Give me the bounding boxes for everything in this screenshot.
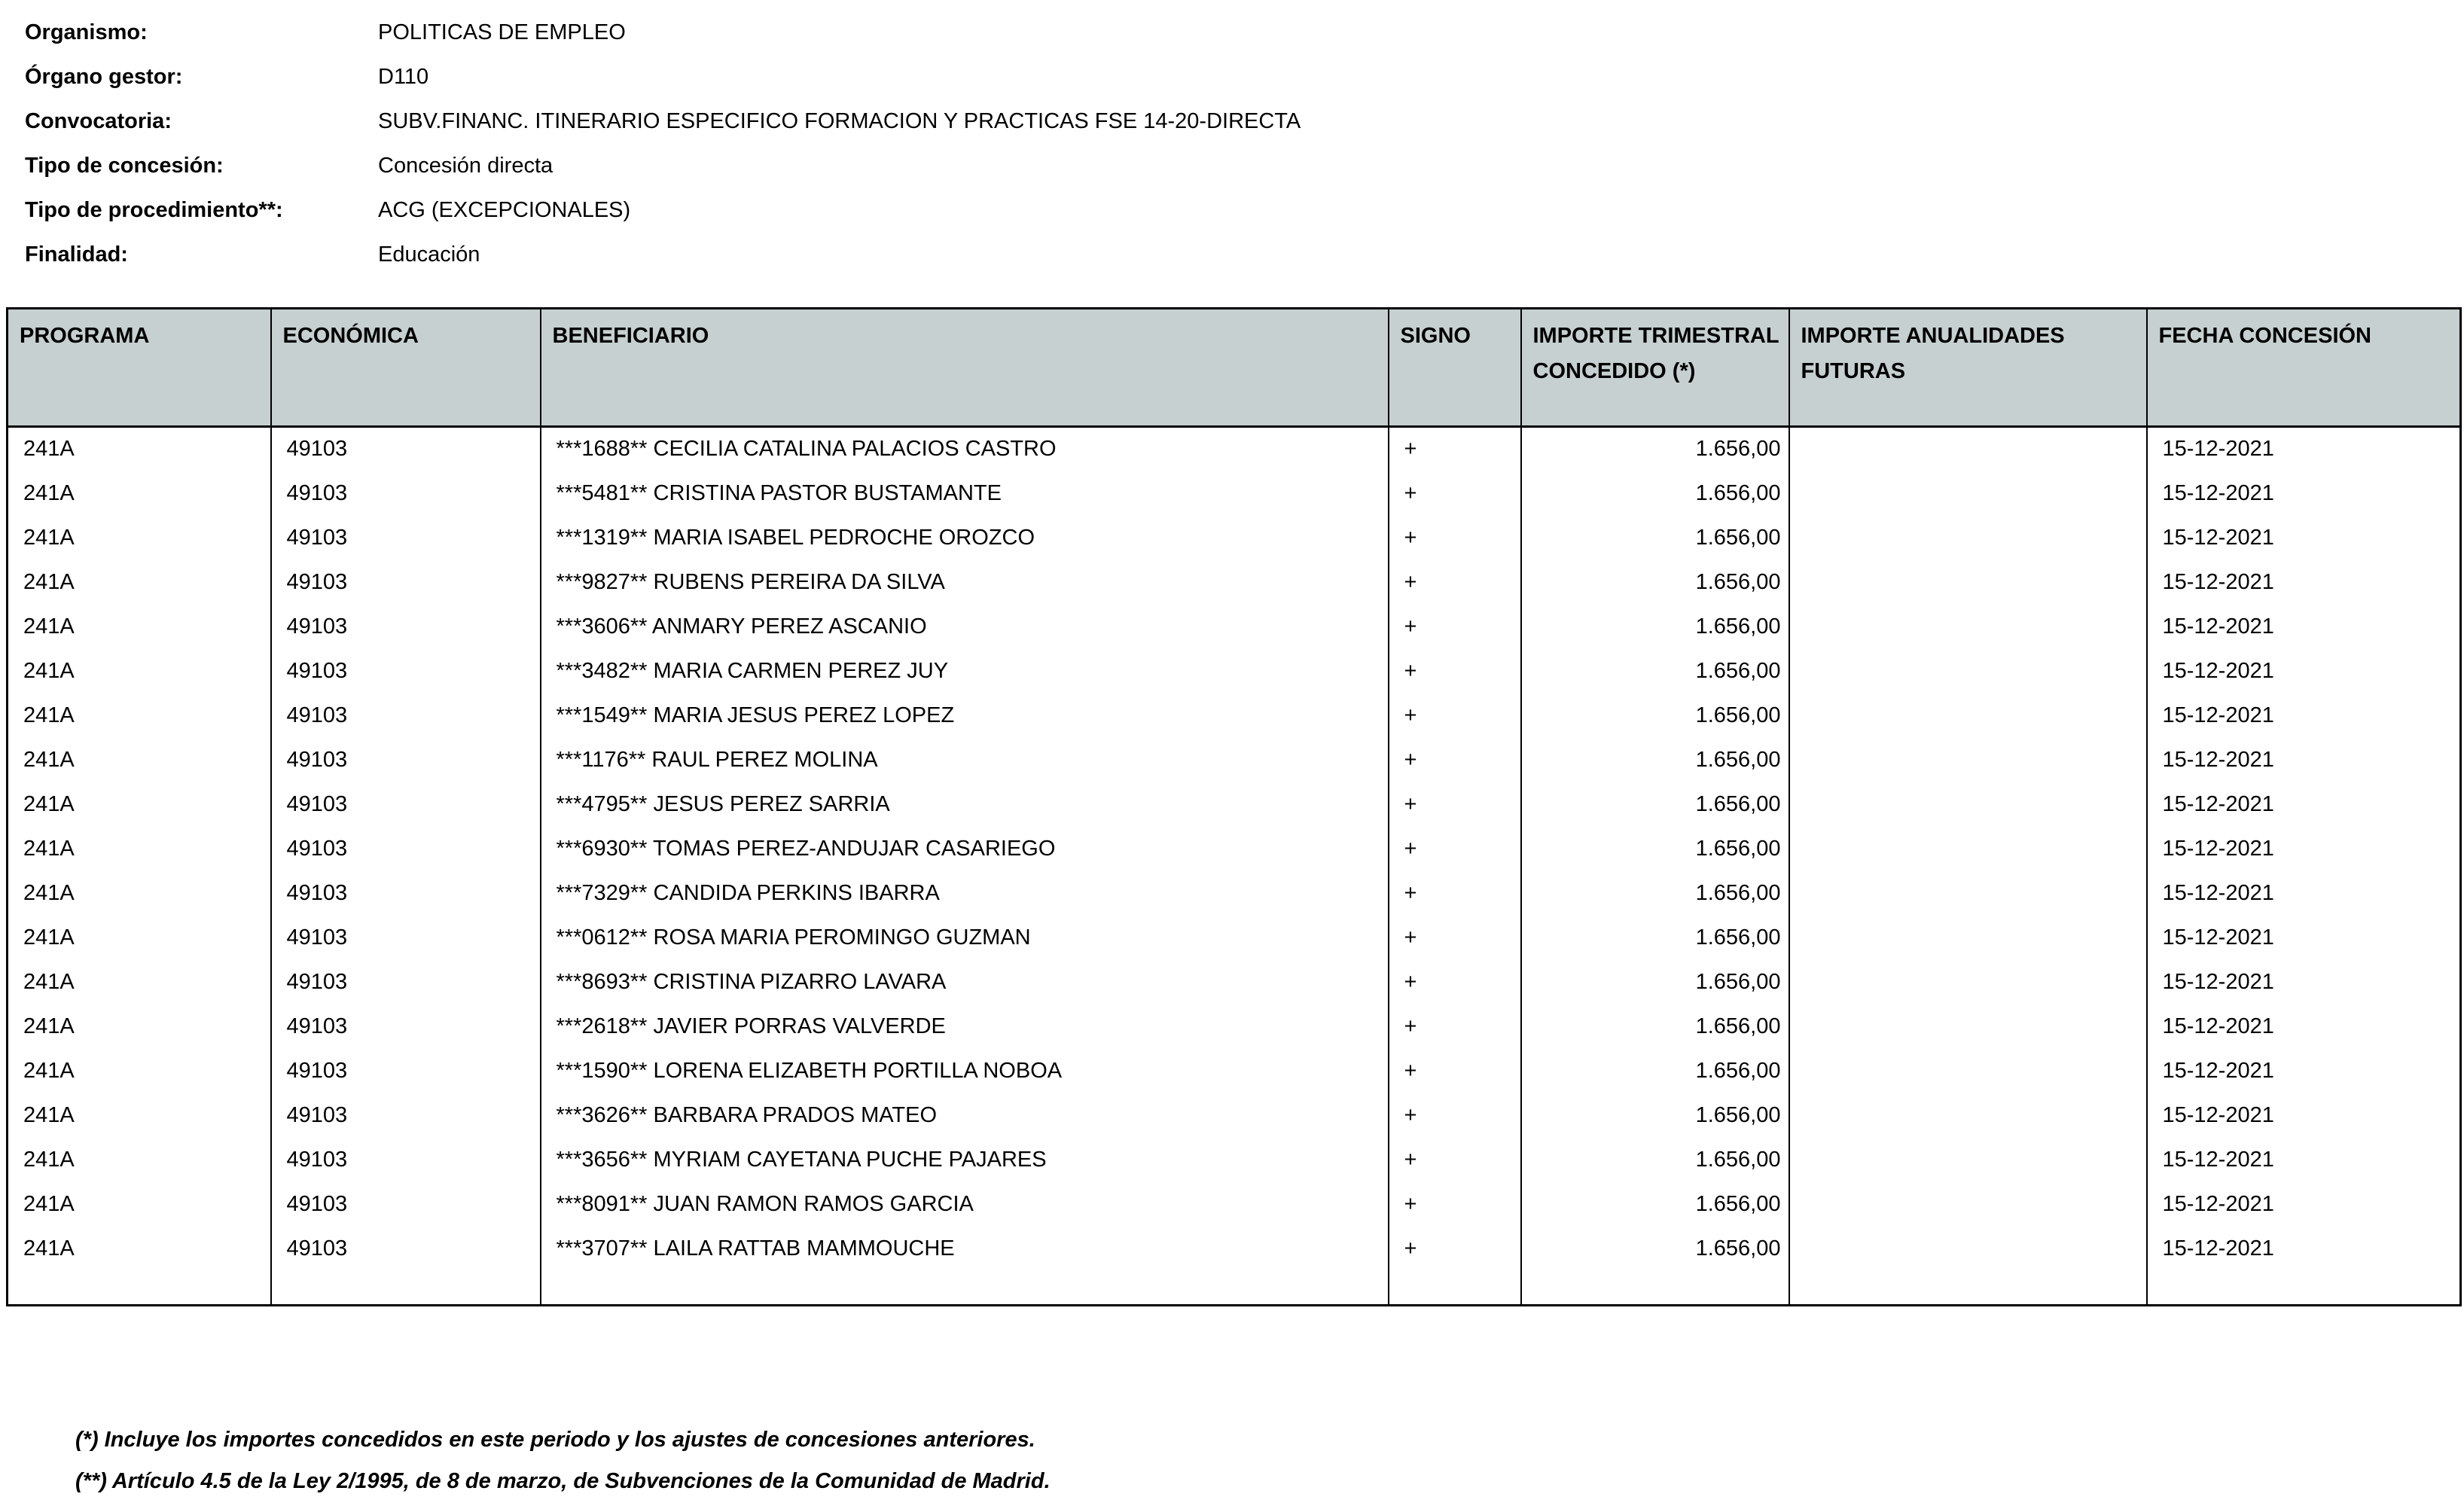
col-header-signo: SIGNO <box>1389 309 1521 427</box>
table-row <box>8 605 2461 649</box>
cell-programa: 241A <box>8 871 271 916</box>
cell-signo: + <box>1389 694 1521 738</box>
cell-programa: 241A <box>8 738 271 782</box>
cell-signo: + <box>1389 1182 1521 1227</box>
cell-programa: 241A <box>8 1227 271 1271</box>
meta-row-organismo <box>25 11 2464 55</box>
cell-signo: + <box>1389 827 1521 871</box>
cell-programa: 241A <box>8 1049 271 1093</box>
cell-fecha-concesion: 15-12-2021 <box>2147 1049 2461 1093</box>
cell-economica: 49103 <box>271 1182 541 1227</box>
cell-fecha-concesion: 15-12-2021 <box>2147 1004 2461 1049</box>
cell-signo: + <box>1389 1004 1521 1049</box>
cell-importe-trimestral: 1.656,00 <box>1521 1227 1789 1271</box>
cell-fecha-concesion: 15-12-2021 <box>2147 782 2461 827</box>
cell-importe-anualidades <box>1789 471 2147 516</box>
cell-signo: + <box>1389 516 1521 560</box>
organismo-value: POLITICAS DE EMPLEO <box>378 20 626 44</box>
table-row <box>8 1227 2461 1271</box>
cell-importe-anualidades <box>1789 694 2147 738</box>
cell-importe-trimestral: 1.656,00 <box>1521 605 1789 649</box>
table-row <box>8 560 2461 605</box>
meta-row-organo-gestor <box>25 55 2464 99</box>
grants-table <box>6 307 2462 1306</box>
cell-programa: 241A <box>8 605 271 649</box>
organo-gestor-value: D110 <box>378 65 429 89</box>
col-header-fecha-concesion: FECHA CONCESIÓN <box>2147 309 2461 427</box>
table-row <box>8 738 2461 782</box>
cell-signo: + <box>1389 1227 1521 1271</box>
cell-fecha-concesion: 15-12-2021 <box>2147 1227 2461 1271</box>
cell-programa: 241A <box>8 471 271 516</box>
cell-beneficiario: ***2618** JAVIER PORRAS VALVERDE <box>541 1004 1389 1049</box>
cell-importe-trimestral: 1.656,00 <box>1521 1049 1789 1093</box>
cell-economica: 49103 <box>271 427 541 471</box>
table-row <box>8 827 2461 871</box>
cell-importe-trimestral: 1.656,00 <box>1521 960 1789 1004</box>
table-row <box>8 916 2461 960</box>
cell-programa: 241A <box>8 916 271 960</box>
cell-beneficiario: ***3606** ANMARY PEREZ ASCANIO <box>541 605 1389 649</box>
table-row <box>8 1093 2461 1138</box>
col-header-importe-anualidades: IMPORTE ANUALIDADES FUTURAS <box>1789 309 2147 427</box>
cell-programa: 241A <box>8 1182 271 1227</box>
cell-beneficiario: ***9827** RUBENS PEREIRA DA SILVA <box>541 560 1389 605</box>
cell-importe-anualidades <box>1789 1093 2147 1138</box>
table-spacer-row <box>8 1271 2461 1306</box>
table-row <box>8 649 2461 694</box>
cell-beneficiario: ***1176** RAUL PEREZ MOLINA <box>541 738 1389 782</box>
cell-importe-trimestral: 1.656,00 <box>1521 1182 1789 1227</box>
cell-beneficiario: ***3707** LAILA RATTAB MAMMOUCHE <box>541 1227 1389 1271</box>
cell-importe-anualidades <box>1789 516 2147 560</box>
cell-importe-anualidades <box>1789 1138 2147 1182</box>
cell-economica: 49103 <box>271 871 541 916</box>
footnote-double-asterisk: (**) Artículo 4.5 de la Ley 2/1995, de 8 de marzo, de Subvenciones de la Comunidad de Madrid. <box>75 1469 1051 1493</box>
convocatoria-value: SUBV.FINANC. ITINERARIO ESPECIFICO FORMACION Y PRACTICAS FSE 14-20-DIRECTA <box>378 109 1301 133</box>
cell-fecha-concesion: 15-12-2021 <box>2147 649 2461 694</box>
cell-programa: 241A <box>8 1138 271 1182</box>
cell-fecha-concesion: 15-12-2021 <box>2147 694 2461 738</box>
col-header-programa: PROGRAMA <box>8 309 271 427</box>
cell-programa: 241A <box>8 960 271 1004</box>
col-header-economica: ECONÓMICA <box>271 309 541 427</box>
cell-programa: 241A <box>8 782 271 827</box>
cell-fecha-concesion: 15-12-2021 <box>2147 960 2461 1004</box>
cell-programa: 241A <box>8 516 271 560</box>
cell-importe-anualidades <box>1789 1227 2147 1271</box>
cell-importe-anualidades <box>1789 560 2147 605</box>
cell-importe-trimestral: 1.656,00 <box>1521 694 1789 738</box>
cell-signo: + <box>1389 738 1521 782</box>
cell-fecha-concesion: 15-12-2021 <box>2147 916 2461 960</box>
cell-signo: + <box>1389 471 1521 516</box>
col-header-beneficiario: BENEFICIARIO <box>541 309 1389 427</box>
cell-fecha-concesion: 15-12-2021 <box>2147 738 2461 782</box>
cell-beneficiario: ***1688** CECILIA CATALINA PALACIOS CASTRO <box>541 427 1389 471</box>
cell-economica: 49103 <box>271 738 541 782</box>
cell-importe-anualidades <box>1789 827 2147 871</box>
cell-economica: 49103 <box>271 827 541 871</box>
cell-signo: + <box>1389 649 1521 694</box>
cell-programa: 241A <box>8 649 271 694</box>
cell-importe-trimestral: 1.656,00 <box>1521 471 1789 516</box>
tipo-concesion-value: Concesión directa <box>378 154 553 178</box>
cell-fecha-concesion: 15-12-2021 <box>2147 516 2461 560</box>
cell-programa: 241A <box>8 1093 271 1138</box>
meta-row-convocatoria <box>25 99 2464 144</box>
cell-importe-trimestral: 1.656,00 <box>1521 1004 1789 1049</box>
cell-importe-trimestral: 1.656,00 <box>1521 1093 1789 1138</box>
cell-fecha-concesion: 15-12-2021 <box>2147 871 2461 916</box>
cell-fecha-concesion: 15-12-2021 <box>2147 1182 2461 1227</box>
cell-importe-anualidades <box>1789 916 2147 960</box>
table-row <box>8 471 2461 516</box>
cell-fecha-concesion: 15-12-2021 <box>2147 1138 2461 1182</box>
cell-beneficiario: ***4795** JESUS PEREZ SARRIA <box>541 782 1389 827</box>
cell-beneficiario: ***1319** MARIA ISABEL PEDROCHE OROZCO <box>541 516 1389 560</box>
cell-programa: 241A <box>8 560 271 605</box>
cell-beneficiario: ***6930** TOMAS PEREZ-ANDUJAR CASARIEGO <box>541 827 1389 871</box>
footnotes <box>75 1419 2464 1502</box>
table-row <box>8 871 2461 916</box>
finalidad-value: Educación <box>378 242 480 267</box>
convocatoria-label: Convocatoria: <box>25 109 172 133</box>
cell-programa: 241A <box>8 427 271 471</box>
cell-importe-anualidades <box>1789 782 2147 827</box>
cell-importe-anualidades <box>1789 871 2147 916</box>
table-row <box>8 1049 2461 1093</box>
cell-beneficiario: ***5481** CRISTINA PASTOR BUSTAMANTE <box>541 471 1389 516</box>
cell-importe-trimestral: 1.656,00 <box>1521 738 1789 782</box>
document-header <box>0 0 2464 277</box>
cell-economica: 49103 <box>271 516 541 560</box>
cell-importe-anualidades <box>1789 649 2147 694</box>
tipo-procedimiento-value: ACG (EXCEPCIONALES) <box>378 198 631 222</box>
cell-economica: 49103 <box>271 1049 541 1093</box>
cell-importe-anualidades <box>1789 1004 2147 1049</box>
table-row <box>8 694 2461 738</box>
cell-economica: 49103 <box>271 960 541 1004</box>
cell-economica: 49103 <box>271 649 541 694</box>
col-header-importe-trimestral: IMPORTE TRIMESTRAL CONCEDIDO (*) <box>1521 309 1789 427</box>
cell-beneficiario: ***8693** CRISTINA PIZARRO LAVARA <box>541 960 1389 1004</box>
cell-importe-anualidades <box>1789 738 2147 782</box>
cell-programa: 241A <box>8 1004 271 1049</box>
cell-economica: 49103 <box>271 1004 541 1049</box>
cell-fecha-concesion: 15-12-2021 <box>2147 427 2461 471</box>
cell-signo: + <box>1389 916 1521 960</box>
organo-gestor-label: Órgano gestor: <box>25 65 183 89</box>
cell-importe-anualidades <box>1789 605 2147 649</box>
cell-economica: 49103 <box>271 694 541 738</box>
table-row <box>8 427 2461 471</box>
cell-importe-trimestral: 1.656,00 <box>1521 871 1789 916</box>
cell-beneficiario: ***3656** MYRIAM CAYETANA PUCHE PAJARES <box>541 1138 1389 1182</box>
cell-economica: 49103 <box>271 560 541 605</box>
cell-signo: + <box>1389 1093 1521 1138</box>
cell-importe-trimestral: 1.656,00 <box>1521 916 1789 960</box>
finalidad-label: Finalidad: <box>25 242 128 267</box>
tipo-concesion-label: Tipo de concesión: <box>25 154 224 178</box>
table-row <box>8 1182 2461 1227</box>
cell-economica: 49103 <box>271 1227 541 1271</box>
table-row <box>8 1004 2461 1049</box>
cell-importe-trimestral: 1.656,00 <box>1521 516 1789 560</box>
cell-fecha-concesion: 15-12-2021 <box>2147 827 2461 871</box>
cell-importe-trimestral: 1.656,00 <box>1521 427 1789 471</box>
table-row <box>8 960 2461 1004</box>
cell-signo: + <box>1389 560 1521 605</box>
cell-signo: + <box>1389 1138 1521 1182</box>
cell-economica: 49103 <box>271 782 541 827</box>
table-row <box>8 516 2461 560</box>
cell-fecha-concesion: 15-12-2021 <box>2147 560 2461 605</box>
cell-beneficiario: ***7329** CANDIDA PERKINS IBARRA <box>541 871 1389 916</box>
cell-economica: 49103 <box>271 605 541 649</box>
cell-beneficiario: ***0612** ROSA MARIA PEROMINGO GUZMAN <box>541 916 1389 960</box>
cell-signo: + <box>1389 871 1521 916</box>
table-header-row <box>8 309 2461 427</box>
cell-importe-trimestral: 1.656,00 <box>1521 649 1789 694</box>
tipo-procedimiento-label: Tipo de procedimiento**: <box>25 198 283 222</box>
cell-importe-trimestral: 1.656,00 <box>1521 827 1789 871</box>
cell-programa: 241A <box>8 827 271 871</box>
cell-economica: 49103 <box>271 1138 541 1182</box>
cell-beneficiario: ***8091** JUAN RAMON RAMOS GARCIA <box>541 1182 1389 1227</box>
table-row <box>8 1138 2461 1182</box>
table-body <box>8 427 2461 1271</box>
cell-signo: + <box>1389 605 1521 649</box>
table-row <box>8 782 2461 827</box>
footnote-asterisk: (*) Incluye los importes concedidos en este periodo y los ajustes de concesiones anteriores. <box>75 1428 1035 1452</box>
cell-signo: + <box>1389 782 1521 827</box>
cell-signo: + <box>1389 960 1521 1004</box>
cell-beneficiario: ***1590** LORENA ELIZABETH PORTILLA NOBOA <box>541 1049 1389 1093</box>
cell-importe-trimestral: 1.656,00 <box>1521 782 1789 827</box>
cell-signo: + <box>1389 1049 1521 1093</box>
cell-beneficiario: ***1549** MARIA JESUS PEREZ LOPEZ <box>541 694 1389 738</box>
cell-fecha-concesion: 15-12-2021 <box>2147 605 2461 649</box>
cell-beneficiario: ***3482** MARIA CARMEN PEREZ JUY <box>541 649 1389 694</box>
cell-signo: + <box>1389 427 1521 471</box>
cell-importe-anualidades <box>1789 960 2147 1004</box>
cell-fecha-concesion: 15-12-2021 <box>2147 1093 2461 1138</box>
meta-row-tipo-concesion <box>25 144 2464 188</box>
cell-economica: 49103 <box>271 1093 541 1138</box>
cell-importe-anualidades <box>1789 1049 2147 1093</box>
cell-importe-trimestral: 1.656,00 <box>1521 1138 1789 1182</box>
organismo-label: Organismo: <box>25 20 148 44</box>
cell-importe-trimestral: 1.656,00 <box>1521 560 1789 605</box>
cell-beneficiario: ***3626** BARBARA PRADOS MATEO <box>541 1093 1389 1138</box>
meta-row-finalidad <box>25 233 2464 277</box>
cell-economica: 49103 <box>271 916 541 960</box>
cell-importe-anualidades <box>1789 1182 2147 1227</box>
cell-economica: 49103 <box>271 471 541 516</box>
cell-importe-anualidades <box>1789 427 2147 471</box>
cell-fecha-concesion: 15-12-2021 <box>2147 471 2461 516</box>
cell-programa: 241A <box>8 694 271 738</box>
meta-row-tipo-procedimiento <box>25 188 2464 233</box>
